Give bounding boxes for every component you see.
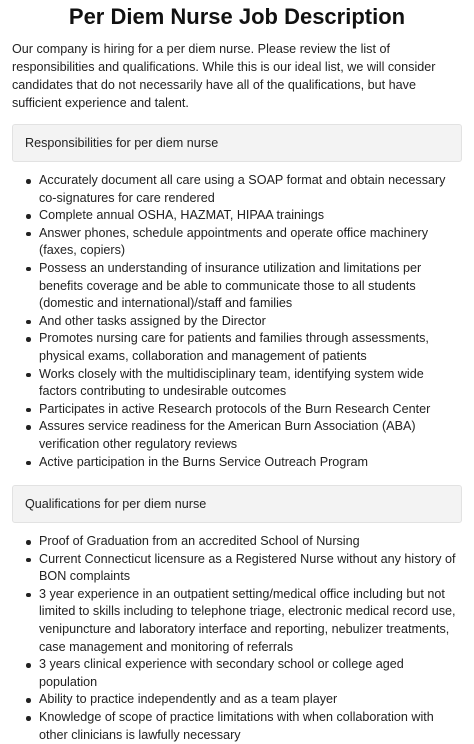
responsibilities-heading-text: Responsibilities for per diem nurse (25, 136, 219, 150)
list-item: Assures service readiness for the American Burn Association (ABA) verification other regulatory reviews (39, 418, 462, 453)
list-item: Proof of Graduation from an accredited School of Nursing (39, 533, 462, 551)
qualifications-heading (12, 485, 462, 523)
page-title: Per Diem Nurse Job Description (68, 4, 406, 29)
list-item: Knowledge of scope of practice limitations with when collaboration with other clinicians is lawfully necessary (39, 709, 462, 744)
responsibilities-list (12, 172, 462, 471)
list-item: 3 years clinical experience with secondary school or college aged population (39, 656, 462, 691)
intro-paragraph: Our company is hiring for a per diem nurse. Please review the list of responsibilities and qualifications. While this is our ideal list, we will consider candidates that do not necessarily have all of the qualifications, but have sufficient experience and talent. (12, 42, 436, 110)
list-item: And other tasks assigned by the Director (39, 313, 462, 331)
qualifications-list (12, 533, 462, 744)
list-item: Promotes nursing care for patients and families through assessments, physical exams, collaboration and management of patients (39, 330, 462, 365)
list-item: Accurately document all care using a SOAP format and obtain necessary co-signatures for care rendered (39, 172, 462, 207)
list-item: Current Connecticut licensure as a Registered Nurse without any history of BON complaints (39, 551, 462, 586)
list-item: Answer phones, schedule appointments and operate office machinery (faxes, copiers) (39, 225, 462, 260)
list-item: Ability to practice independently and as a team player (39, 691, 462, 709)
qualifications-heading-text: Qualifications for per diem nurse (25, 497, 207, 512)
list-item: Participates in active Research protocols of the Burn Research Center (39, 401, 462, 419)
list-item: 3 year experience in an outpatient setting/medical office including but not limited to skills including to telephone triage, electronic medical record use, venipuncture and laboratory interface and reporting, nebulizer treatments, case management and monitoring of referrals (39, 586, 462, 656)
responsibilities-heading (12, 124, 462, 162)
list-item: Active participation in the Burns Service Outreach Program (39, 454, 462, 472)
list-item: Possess an understanding of insurance utilization and limitations per benefits coverage and be able to communicate those to all students (domestic and international)/staff and families (39, 260, 462, 313)
list-item: Works closely with the multidisciplinary team, identifying system wide factors contributing to undesirable outcomes (39, 366, 462, 401)
list-item: Complete annual OSHA, HAZMAT, HIPAA trainings (39, 207, 462, 225)
